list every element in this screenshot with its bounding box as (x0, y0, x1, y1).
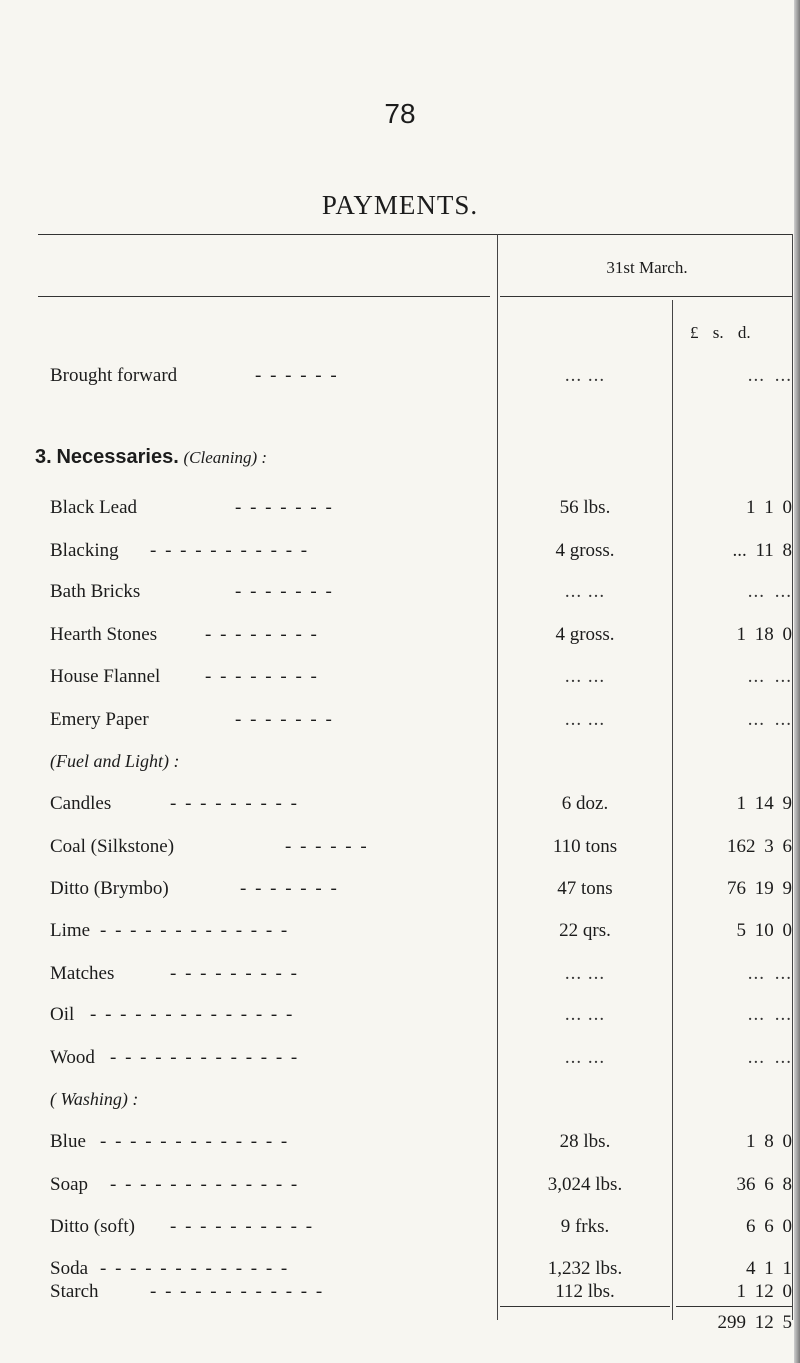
row-quantity: 22 qrs. (559, 920, 611, 941)
leader-dashes: - - - - - - - - (205, 666, 319, 687)
section-heading-label (35, 446, 267, 469)
leader-dashes: - - - - - - - - - - - (150, 540, 310, 561)
leader-dashes: - - - - - - - (235, 709, 334, 730)
row-label: Emery Paper (50, 709, 149, 730)
row-quantity: ... ... (564, 581, 606, 602)
header-rule-right (500, 296, 792, 297)
table-row (0, 963, 800, 993)
row-label: Oil (50, 1004, 75, 1025)
row-label: Blacking (50, 540, 119, 561)
table-row (0, 624, 800, 654)
row-label: Hearth Stones (50, 624, 158, 645)
row-amount: 1 14 9 (736, 793, 792, 814)
table-row (0, 1281, 800, 1311)
row-label: Soda (50, 1258, 88, 1279)
row-label: Wood (50, 1047, 95, 1068)
row-amount: 6 6 0 (746, 1216, 792, 1237)
row-amount: 76 19 9 (727, 878, 792, 899)
row-quantity: 9 frks. (560, 1216, 610, 1237)
header-rule-left (38, 296, 490, 297)
table-top-rule (38, 234, 792, 235)
leader-dashes: - - - - - - (255, 365, 339, 386)
row-label: Bath Bricks (50, 581, 141, 602)
row-amount: 1 18 0 (736, 624, 792, 645)
row-label: Matches (50, 963, 115, 984)
row-quantity: 3,024 lbs. (547, 1174, 623, 1195)
leader-dashes: - - - - - - - - - - - - (150, 1281, 325, 1302)
row-quantity: 4 gross. (555, 540, 615, 561)
row-label: Lime (50, 920, 91, 941)
leader-dashes: - - - - - - - - - - - - - (100, 1258, 290, 1279)
leader-dashes: - - - - - - - - - - - - - (100, 920, 290, 941)
row-quantity: ... ... (564, 666, 606, 687)
row-label: Coal (Silkstone) (50, 836, 175, 857)
row-quantity: 112 lbs. (555, 1281, 615, 1302)
row-label: Starch (50, 1281, 99, 1302)
table-row (0, 497, 800, 527)
row-quantity: 110 tons (552, 836, 618, 857)
row-label: Blue (50, 1131, 86, 1152)
row-label: House Flannel (50, 666, 161, 687)
currency-header: £ s. d. (690, 323, 751, 342)
brought-forward-label: Brought forward (50, 365, 178, 386)
table-row (0, 920, 800, 950)
row-quantity: 6 doz. (561, 793, 609, 814)
row-label: Ditto (soft) (50, 1216, 135, 1237)
table-row (0, 709, 800, 739)
table-row (0, 836, 800, 866)
row-amount: ... ... (747, 963, 792, 984)
table-row (0, 666, 800, 696)
row-amount: 36 6 8 (736, 1174, 792, 1195)
table-row (0, 1047, 800, 1077)
table-row (0, 1216, 800, 1246)
leader-dashes: - - - - - - - - - (170, 963, 299, 984)
row-amount: ... ... (747, 581, 792, 602)
row-quantity: 1,232 lbs. (547, 1258, 623, 1279)
leader-dashes: - - - - - - - (235, 497, 334, 518)
row-quantity: 56 lbs. (559, 497, 611, 518)
row-amount: ... ... (747, 666, 792, 687)
brought-forward-row (0, 365, 800, 395)
section-subheading: (Cleaning) : (183, 448, 268, 467)
leader-dashes: - - - - - - - - - - - - - - (90, 1004, 295, 1025)
leader-dashes: - - - - - - - - (205, 624, 319, 645)
row-amount: ... 11 8 (732, 540, 792, 561)
row-quantity: ... ... (564, 709, 606, 730)
row-amount: 1 1 0 (746, 497, 792, 518)
row-amount: 1 8 0 (746, 1131, 792, 1152)
table-row (0, 581, 800, 611)
row-quantity: 4 gross. (555, 624, 615, 645)
row-amount: 4 1 1 (746, 1258, 792, 1279)
total-row (0, 1312, 800, 1342)
row-amount: 1 12 0 (736, 1281, 792, 1302)
group-heading-label: ( Washing) : (50, 1089, 139, 1109)
row-quantity: 47 tons (557, 878, 613, 899)
leader-dashes: - - - - - - - - - (170, 793, 299, 814)
group-heading-label: (Fuel and Light) : (50, 751, 180, 771)
total-amount: 299 12 5 (717, 1312, 792, 1333)
table-row (0, 878, 800, 908)
table-row (0, 540, 800, 570)
leader-dashes: - - - - - - - - - - - - - (110, 1174, 300, 1195)
leader-dashes: - - - - - - - (240, 878, 339, 899)
page-title: PAYMENTS. (321, 190, 479, 220)
table-row (0, 1131, 800, 1161)
row-label: Candles (50, 793, 112, 814)
row-amount: ... ... (747, 1047, 792, 1068)
leader-dashes: - - - - - - (285, 836, 369, 857)
period-header: 31st March. (606, 258, 688, 277)
section-number: 3. (35, 446, 52, 468)
leader-dashes: - - - - - - - (235, 581, 334, 602)
row-quantity: ... ... (564, 1047, 606, 1068)
table-row (0, 1004, 800, 1034)
row-amount: 162 3 6 (727, 836, 792, 857)
leader-dashes: - - - - - - - - - - - - - (100, 1131, 290, 1152)
row-label: Ditto (Brymbo) (50, 878, 169, 899)
row-amount: ... ... (747, 1004, 792, 1025)
row-label: Black Lead (50, 497, 138, 518)
section-heading (0, 446, 800, 476)
section-name: Necessaries. (56, 446, 179, 468)
brought-forward-qty: ... ... (564, 365, 606, 386)
row-quantity: ... ... (564, 1004, 606, 1025)
page-number: 78 (384, 98, 416, 129)
leader-dashes: - - - - - - - - - - (170, 1216, 315, 1237)
row-amount: ... ... (747, 709, 792, 730)
table-row (0, 1174, 800, 1204)
row-label: Soap (50, 1174, 88, 1195)
brought-forward-amount: ... ... (747, 365, 792, 386)
row-quantity: ... ... (564, 963, 606, 984)
row-quantity: 28 lbs. (559, 1131, 611, 1152)
group-heading-washing (0, 1089, 800, 1119)
group-heading-fuel (0, 751, 800, 781)
leader-dashes: - - - - - - - - - - - - - (110, 1047, 300, 1068)
table-row (0, 793, 800, 823)
row-amount: 5 10 0 (736, 920, 792, 941)
